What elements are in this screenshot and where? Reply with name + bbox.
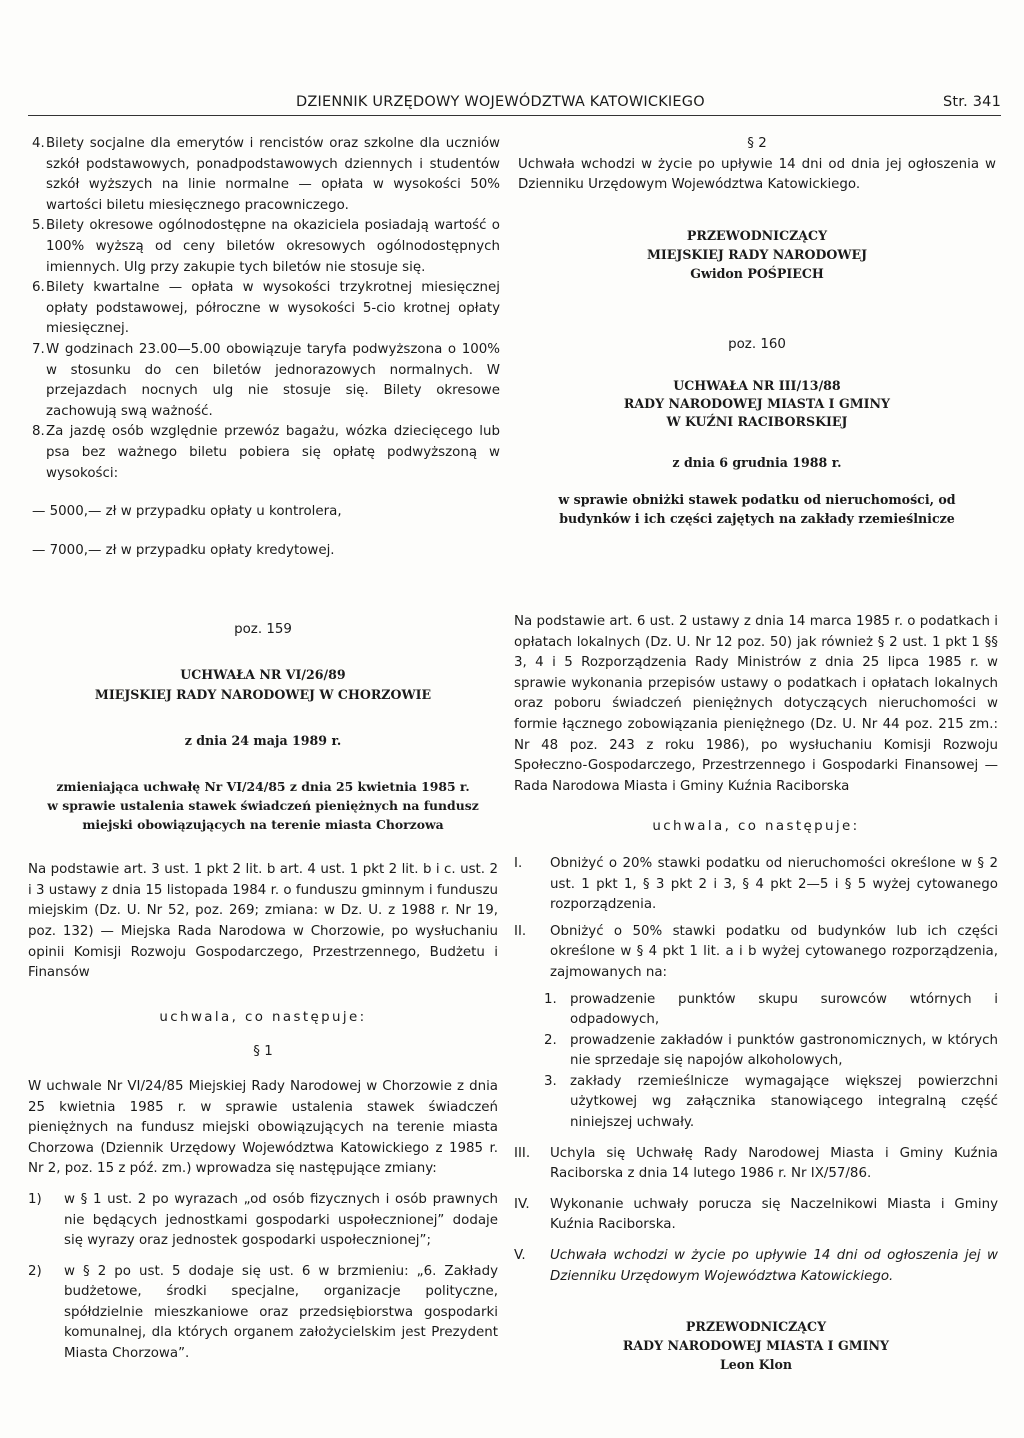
resolution-subject: w sprawie obniżki stawek podatku od nieruchomości, od budynków i ich części zajętych na zakłady rzemieślnicze: [558, 491, 956, 526]
item-number: 8.: [32, 424, 45, 440]
right-bottom-section: [514, 612, 998, 1374]
resolution-date: z dnia 6 grudnia 1988 r.: [672, 455, 842, 471]
list-item: [514, 1246, 998, 1287]
page-number: Str. 341: [942, 94, 1001, 110]
item-number: IV.: [514, 1196, 530, 1212]
title-line: UCHWAŁA NR III/13/88: [673, 378, 841, 394]
running-title: DZIENNIK URZĘDOWY WOJEWÓDZTWA KATOWICKIEGO: [296, 94, 705, 110]
chair-title: PRZEWODNICZĄCY: [686, 227, 828, 243]
left-top-section: [32, 134, 500, 561]
item-number: 5.: [32, 218, 45, 234]
resolves-line: uchwala, co następuje:: [159, 1009, 367, 1025]
item-text: Uchyla się Uchwałę Rady Narodowej Miasta i Gminy Kuźnia Raciborska z dnia 14 lutego 1986 r. Nr IX/57/86.: [550, 1145, 998, 1182]
paragraph-text: W uchwale Nr VI/24/85 Miejskiej Rady Narodowej w Chorzowie z dnia 25 kwietnia 1985 r. w sprawie ustalenia stawek świadczeń pieniężnych na fundusz miejski obowiązujących na terenie miasta Chorzowa (Dziennik Urzędowy Województwa Katowickiego z 1985 r. Nr 2, poz. 15 z póź. zm.) wprowadza się następujące zmiany:: [28, 1078, 498, 1177]
resolution-title: [28, 665, 498, 705]
resolves-line: uchwala, co następuje:: [652, 819, 860, 835]
sub-item: [514, 1031, 998, 1072]
preamble: Na podstawie art. 3 ust. 1 pkt 2 lit. b art. 4 ust. 1 pkt 2 lit. b i c. ust. 2 i 3 ustawy z dnia 15 listopada 1984 r. o funduszu gminnym i funduszu miejskim (Dz. U. Nr 52, poz. 269; zmiana: w Dz. U. z 1988 r. Nr 19, poz. 132) — Miejska Rada Narodowa w Chorzowie, po wysłuchaniu opinii Komisji Rozwoju Gospodarczego, Przestrzennego, Budżetu i Finansów: [28, 862, 498, 981]
item-number: I.: [514, 855, 523, 871]
chair-body: MIEJSKIEJ RADY NARODOWEJ: [646, 246, 868, 262]
sub-number: 1.: [544, 991, 557, 1007]
item-text: Wykonanie uchwały porucza się Naczelnikowi Miasta i Gminy Kuźnia Raciborska.: [550, 1196, 998, 1233]
chair-signature: [514, 1317, 998, 1374]
list-item: [28, 1262, 498, 1365]
list-item: [32, 216, 500, 278]
sub-number: 2.: [544, 1032, 557, 1048]
list-item: [32, 422, 500, 484]
item-number: V.: [514, 1248, 526, 1264]
sub-item: [514, 1072, 998, 1134]
list-item: [32, 134, 500, 216]
item-number: 4.: [32, 136, 45, 151]
chair-body: RADY NARODOWEJ MIASTA I GMINY: [622, 1338, 890, 1354]
list-item: [514, 922, 998, 984]
item-text: Za jazdę osób względnie przewóz bagażu, wózka dziecięcego lub psa bez ważnego biletu pobiera się opłatę podwyższoną w wysokości:: [46, 424, 500, 481]
fine-line: — 5000,— zł w przypadku opłaty u kontrolera,: [32, 504, 342, 520]
poz-number: poz. 159: [234, 622, 292, 637]
resolution-date: z dnia 24 maja 1989 r.: [184, 732, 342, 748]
item-number: 1): [28, 1191, 42, 1207]
title-line: W KUŹNI RACIBORSKIEJ: [666, 414, 848, 430]
list-item: [32, 340, 500, 422]
title-line: RADY NARODOWEJ MIASTA I GMINY: [623, 396, 891, 412]
fine-line: — 7000,— zł w przypadku opłaty kredytowej.: [32, 542, 335, 558]
list-item: [514, 854, 998, 916]
sub-text: prowadzenie punktów skupu surowców wtórnych i odpadowych,: [570, 991, 998, 1028]
right-top-section: [518, 134, 996, 528]
sub-number: 3.: [544, 1073, 557, 1089]
item-text: Obniżyć o 50% stawki podatku od budynków lub ich części określone w § 4 pkt 1 lit. a i b wyżej cytowanego rozporządzenia, zajmowanych na:: [550, 923, 998, 980]
item-number: III.: [514, 1145, 531, 1161]
chair-name: Leon Klon: [719, 1357, 793, 1373]
title-line: UCHWAŁA NR VI/26/89: [180, 666, 346, 682]
list-item: [514, 1144, 998, 1185]
page-header: [296, 94, 1001, 110]
header-rule: [28, 115, 1001, 116]
poz-number: poz. 160: [728, 336, 786, 352]
item-number: II.: [514, 923, 527, 939]
item-text: Bilety okresowe ogólnodostępne na okaziciela posiadają wartość o 100% wyższą od ceny biletów okresowych ogólnodostępnych imiennych. Ulg przy zakupie tych biletów nie stosuje się.: [46, 218, 500, 275]
resolution-subject-1: zmieniająca uchwałę Nr VI/24/85 z dnia 25 kwietnia 1985 r.: [56, 779, 470, 795]
item-number: 6.: [32, 280, 45, 296]
paragraph-text: Uchwała wchodzi w życie po upływie 14 dni od dnia jej ogłoszenia w Dzienniku Urzędowym Województwa Katowickiego.: [518, 156, 996, 193]
resolution-subject-2: w sprawie ustalenia stawek świadczeń pieniężnych na fundusz miejski obowiązujących na terenie miasta Chorzowa: [47, 798, 479, 833]
list-item: [28, 1190, 498, 1252]
chair-title: PRZEWODNICZĄCY: [685, 1319, 827, 1335]
item-text: W godzinach 23.00—5.00 obowiązuje taryfa podwyższona o 100% w stosunku do cen biletów jednorazowych normalnych. W przejazdach nocnych ulg nie stosuje się. Bilety okresowe zachowują swą ważność.: [46, 341, 500, 419]
item-number: 7.: [32, 341, 45, 357]
paragraph-sign: § 2: [747, 136, 767, 151]
sub-text: prowadzenie zakładów i punktów gastronomicznych, w których nie sprzedaje się napojów alkoholowych,: [570, 1032, 998, 1069]
item-text: Uchwała wchodzi w życie po upływie 14 dni od ogłoszenia jej w Dzienniku Urzędowym Województwa Katowickiego.: [550, 1248, 998, 1284]
item-text: w § 1 ust. 2 po wyrazach „od osób fizycznych i osób prawnych nie będących jednostkami gospodarki uspołecznionej” dodaje się wyrazy oraz jednostek gospodarki uspołecznionej”;: [64, 1191, 498, 1249]
list-item: [514, 1195, 998, 1236]
item-text: Obniżyć o 20% stawki podatku od nieruchomości określone w § 2 ust. 1 pkt 1, § 3 pkt 2 i 3, § 4 pkt 2—5 i § 5 wyżej cytowanego rozporządzenia.: [550, 855, 998, 913]
title-line: MIEJSKIEJ RADY NARODOWEJ W CHORZOWIE: [94, 686, 432, 702]
sub-item: [514, 990, 998, 1031]
chair-signature: [518, 226, 996, 283]
item-number: 2): [28, 1263, 42, 1279]
paragraph-sign: § 1: [253, 1044, 273, 1060]
left-bottom-section: [28, 620, 498, 1365]
resolution-title: [518, 377, 996, 431]
item-text: Bilety kwartalne — opłata w wysokości trzykrotnej miesięcznej opłaty podstawowej, półroczne w wysokości 5-cio krotnej opłaty miesięcznej.: [46, 280, 500, 337]
preamble: Na podstawie art. 6 ust. 2 ustawy z dnia 14 marca 1985 r. o podatkach i opłatach lokalnych (Dz. U. Nr 12 poz. 50) jak również § 2 ust. 1 pkt 1 §§ 3, 4 i 5 Rozporządzenia Rady Ministrów z dnia 25 lipca 1985 r. w sprawie wykonania przepisów ustawy o podatkach i opłatach lokalnych oraz poboru świadczeń pieniężnych dotyczących nieruchomości w formie łącznego zobowiązania pieniężnego (Dz. U. Nr 44 poz. 215 zm.: Nr 48 poz. 243 z roku 1986), po wysłuchaniu Komisji Rozwoju Społeczno-Gospodarczego, Przestrzennego i Gospodarki Finansowej — Rada Narodowa Miasta i Gminy Kuźnia Raciborska: [514, 614, 998, 794]
list-item: [32, 278, 500, 340]
item-text: Bilety socjalne dla emerytów i rencistów oraz szkolne dla uczniów szkół podstawowych, ponadpodstawowych dziennych i studentów szkół wyższych na linie normalne — opłata w wysokości 50% wartości biletu miesięcznego pracowniczego.: [46, 136, 500, 213]
sub-text: zakłady rzemieślnicze wymagające większej powierzchni użytkowej wg załącznika stanowiącego integralną część niniejszej uchwały.: [570, 1073, 998, 1131]
item-text: w § 2 po ust. 5 dodaje się ust. 6 w brzmieniu: „6. Zakłady budżetowe, środki specjalne, organizacje polityczne, spółdzielnie mieszkaniowe oraz przedsiębiorstwa gospodarki komunalnej, dla których organem założycielskim jest Prezydent Miasta Chorzowa”.: [64, 1263, 498, 1362]
chair-name: Gwidon POŚPIECH: [690, 265, 824, 281]
